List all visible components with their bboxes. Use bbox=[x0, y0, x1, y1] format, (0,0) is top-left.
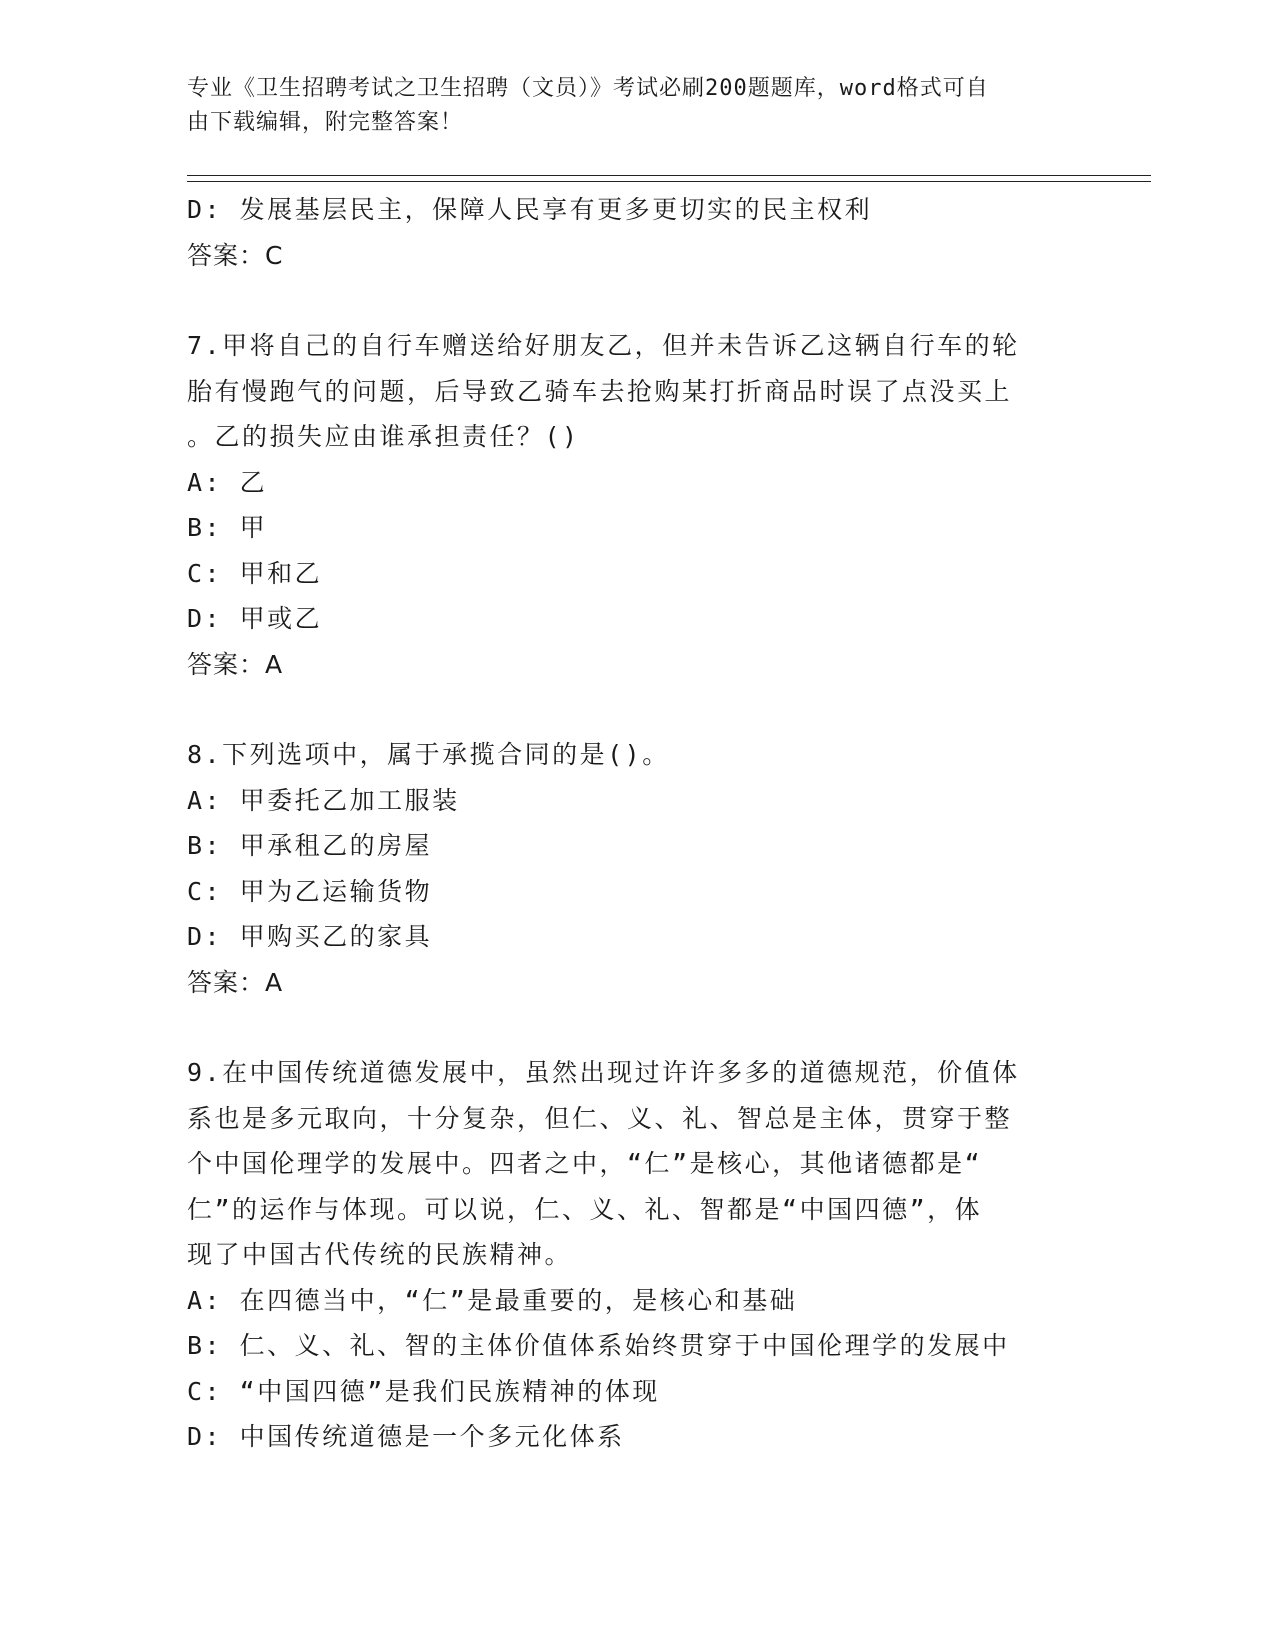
question-9 bbox=[187, 1050, 1067, 1460]
q7-option-d: D: 甲或乙 bbox=[187, 604, 323, 633]
q9-stem-line-4: 仁”的运作与体现。可以说，仁、义、礼、智都是“中国四德”，体 bbox=[187, 1194, 983, 1224]
q7-option-b: B: 甲 bbox=[187, 513, 268, 542]
question-8 bbox=[187, 732, 1067, 1005]
q9-stem-line-1: 9.在中国传统道德发展中，虽然出现过许许多多的道德规范，价值体 bbox=[187, 1058, 1020, 1087]
q9-option-a: A: 在四德当中，“仁”是最重要的，是核心和基础 bbox=[187, 1285, 798, 1315]
document-body bbox=[187, 187, 1067, 1460]
q7-answer: 答案：A bbox=[187, 649, 284, 679]
spacer bbox=[187, 687, 1067, 732]
q8-stem-line-1: 8.下列选项中，属于承揽合同的是()。 bbox=[187, 740, 670, 769]
q9-stem-line-3: 个中国伦理学的发展中。四者之中，“仁”是核心，其他诸德都是“ bbox=[187, 1149, 983, 1178]
q8-option-b: B: 甲承租乙的房屋 bbox=[187, 831, 433, 860]
q7-stem-line-1: 7.甲将自己的自行车赠送给好朋友乙，但并未告诉乙这辆自行车的轮 bbox=[187, 331, 1020, 360]
q9-option-d: D: 中国传统道德是一个多元化体系 bbox=[187, 1422, 625, 1451]
spacer bbox=[187, 1005, 1067, 1050]
q6-answer: 答案：C bbox=[187, 240, 284, 270]
header-divider-top bbox=[187, 175, 1151, 176]
q7-stem-line-3: 。乙的损失应由谁承担责任？() bbox=[187, 422, 580, 451]
q8-answer: 答案：A bbox=[187, 967, 284, 997]
question-6-tail bbox=[187, 187, 1067, 278]
q8-option-c: C: 甲为乙运输货物 bbox=[187, 876, 433, 906]
q7-option-c: C: 甲和乙 bbox=[187, 558, 323, 588]
q8-option-a: A: 甲委托乙加工服装 bbox=[187, 785, 460, 815]
q6-option-d: D: 发展基层民主，保障人民享有更多更切实的民主权利 bbox=[187, 195, 873, 224]
q9-stem-line-5: 现了中国古代传统的民族精神。 bbox=[187, 1240, 573, 1269]
q7-option-a: A: 乙 bbox=[187, 467, 268, 497]
q9-stem-line-2: 系也是多元取向，十分复杂，但仁、义、礼、智总是主体，贯穿于整 bbox=[187, 1103, 1013, 1133]
spacer bbox=[187, 278, 1067, 323]
document-header bbox=[187, 72, 1067, 140]
header-line-2: 由下载编辑，附完整答案！ bbox=[187, 110, 464, 135]
header-divider-bottom bbox=[187, 181, 1151, 182]
header-line-1: 专业《卫生招聘考试之卫生招聘（文员）》考试必刷200题题库，word格式可自 bbox=[187, 76, 989, 101]
question-7 bbox=[187, 323, 1067, 687]
q8-option-d: D: 甲购买乙的家具 bbox=[187, 922, 433, 951]
q7-stem-line-2: 胎有慢跑气的问题，后导致乙骑车去抢购某打折商品时误了点没买上 bbox=[187, 376, 1013, 406]
q9-option-b: B: 仁、义、礼、智的主体价值体系始终贯穿于中国伦理学的发展中 bbox=[187, 1331, 1010, 1360]
q9-option-c: C: “中国四德”是我们民族精神的体现 bbox=[187, 1376, 660, 1406]
